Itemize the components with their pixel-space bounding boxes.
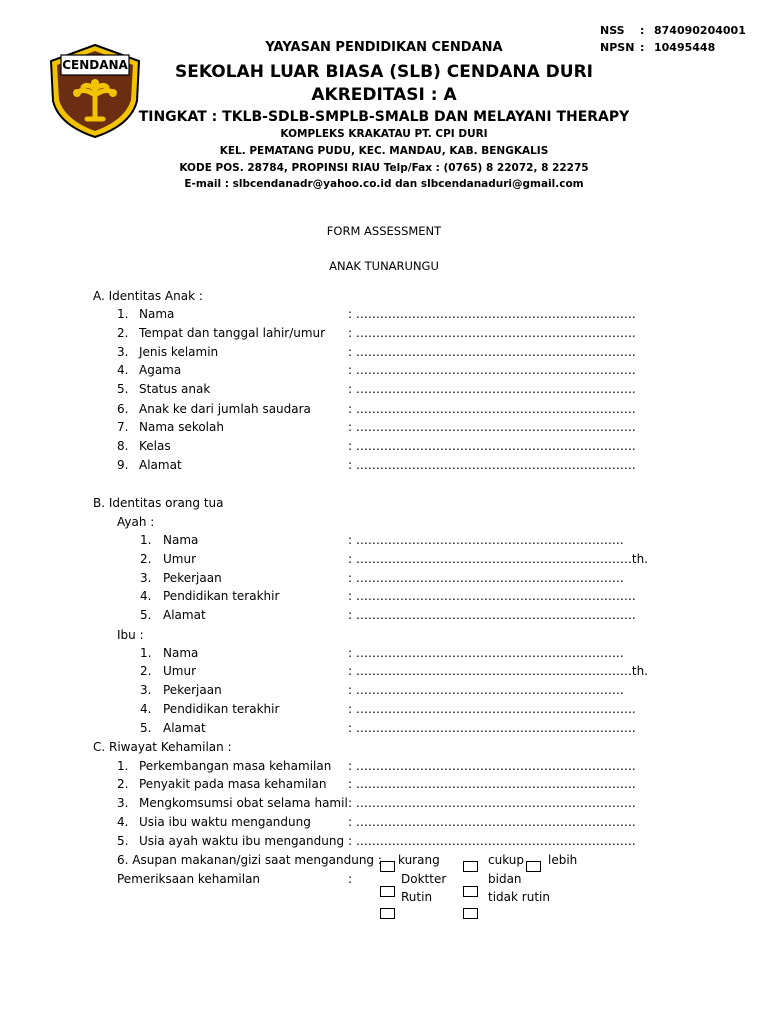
checkbox-dokter[interactable] — [380, 886, 395, 897]
identitas-anak-item-number: 1. — [117, 307, 129, 321]
identitas-anak-item-label: Tempat dan tanggal lahir/umur — [139, 326, 326, 340]
ibu-item-field[interactable]: : ……………………………………………………………th. — [348, 664, 648, 678]
ayah-item-field[interactable]: : …………………………………………………………. — [348, 533, 624, 547]
identitas-anak-item-label: Kelas — [139, 439, 171, 453]
nss-value: 874090204001 — [654, 24, 746, 37]
identitas-anak-item-field[interactable]: : ……………………………………………………………. — [348, 458, 636, 472]
ibu-item-label: Alamat — [163, 721, 206, 735]
section-b-heading: B. Identitas orang tua — [93, 496, 224, 510]
address-line-2: KEL. PEMATANG PUDU, KEC. MANDAU, KAB. BENGKALIS — [219, 145, 549, 157]
riwayat-kehamilan-item-field[interactable]: : ……………………………………………………………. — [348, 834, 636, 848]
riwayat-kehamilan-item-number: 5. — [117, 834, 129, 848]
option-kurang: kurang — [398, 853, 440, 867]
ayah-item-label: Alamat — [163, 608, 206, 622]
father-label: Ayah : — [117, 515, 155, 529]
riwayat-kehamilan-item-label: Mengkomsumsi obat selama hamil — [139, 796, 348, 810]
identitas-anak-item-number: 8. — [117, 439, 129, 453]
logo-text: CENDANA — [62, 58, 128, 72]
ayah-item-label: Nama — [163, 533, 199, 547]
ayah-item-field[interactable]: : ……………………………………………………………. — [348, 608, 636, 622]
identitas-anak-item-field[interactable]: : ……………………………………………………………. — [348, 420, 636, 434]
npsn-label: NPSN — [600, 41, 635, 54]
ibu-item-number: 1. — [140, 646, 152, 660]
school-levels: TINGKAT : TKLB-SDLB-SMPLB-SMALB DAN MELAYANI THERAPY — [138, 109, 630, 125]
ibu-item-label: Pekerjaan — [163, 683, 222, 697]
identitas-anak-item-label: Anak ke dari jumlah saudara — [139, 402, 311, 416]
identitas-anak-item-label: Agama — [139, 363, 182, 377]
riwayat-kehamilan-item-number: 4. — [117, 815, 129, 829]
identitas-anak-item-number: 3. — [117, 345, 129, 359]
npsn-colon: : — [640, 41, 645, 54]
option-tidak-rutin: tidak rutin — [488, 890, 550, 904]
ibu-item-label: Umur — [163, 664, 197, 678]
ibu-item-number: 4. — [140, 702, 152, 716]
ibu-item-field[interactable]: : …………………………………………………………. — [348, 646, 624, 660]
ayah-item-label: Pendidikan terakhir — [163, 589, 280, 603]
ibu-item-field[interactable]: : …………………………………………………………. — [348, 683, 624, 697]
ayah-item-field[interactable]: : ……………………………………………………………th. — [348, 552, 648, 566]
ibu-item-number: 2. — [140, 664, 152, 678]
identitas-anak-item-field[interactable]: : ……………………………………………………………. — [348, 402, 636, 416]
checkbox-tidak-rutin[interactable] — [463, 908, 478, 919]
ayah-item-label: Umur — [163, 552, 197, 566]
riwayat-kehamilan-item-label: Usia ibu waktu mengandung — [139, 815, 311, 829]
ibu-item-label: Nama — [163, 646, 199, 660]
ayah-item-label: Pekerjaan — [163, 571, 222, 585]
checkbox-bidan[interactable] — [463, 886, 478, 897]
identitas-anak-item-label: Nama — [139, 307, 175, 321]
riwayat-kehamilan-item-label: Perkembangan masa kehamilan — [139, 759, 332, 773]
ayah-item-field[interactable]: : ……………………………………………………………. — [348, 589, 636, 603]
riwayat-kehamilan-item-field[interactable]: : ……………………………………………………………. — [348, 815, 636, 829]
mother-label: Ibu : — [117, 628, 144, 642]
identitas-anak-item-number: 4. — [117, 363, 129, 377]
identitas-anak-item-field[interactable]: : ……………………………………………………………. — [348, 326, 636, 340]
identitas-anak-item-number: 9. — [117, 458, 129, 472]
identitas-anak-item-field[interactable]: : ……………………………………………………………. — [348, 307, 636, 321]
exam-label: Pemeriksaan kehamilan — [117, 872, 261, 886]
riwayat-kehamilan-item-field[interactable]: : ……………………………………………………………. — [348, 759, 636, 773]
address-line-1: KOMPLEKS KRAKATAU PT. CPI DURI — [280, 128, 488, 140]
option-rutin: Rutin — [401, 890, 433, 904]
identitas-anak-item-label: Jenis kelamin — [139, 345, 219, 359]
identitas-anak-item-label: Status anak — [139, 382, 211, 396]
form-title: FORM ASSESSMENT — [326, 224, 442, 238]
identitas-anak-item-field[interactable]: : ……………………………………………………………. — [348, 345, 636, 359]
identitas-anak-item-label: Alamat — [139, 458, 182, 472]
identitas-anak-item-number: 2. — [117, 326, 129, 340]
form-subject: ANAK TUNARUNGU — [329, 259, 439, 273]
riwayat-kehamilan-item-number: 3. — [117, 796, 129, 810]
ayah-item-number: 3. — [140, 571, 152, 585]
riwayat-kehamilan-item-label: Usia ayah waktu ibu mengandung — [139, 834, 345, 848]
foundation-name: YAYASAN PENDIDIKAN CENDANA — [265, 40, 503, 55]
ayah-item-number: 1. — [140, 533, 152, 547]
exam-colon: : — [348, 872, 353, 886]
identitas-anak-item-field[interactable]: : ……………………………………………………………. — [348, 439, 636, 453]
ibu-item-number: 3. — [140, 683, 152, 697]
ibu-item-field[interactable]: : ……………………………………………………………. — [348, 721, 636, 735]
checkbox-cukup[interactable] — [463, 861, 478, 872]
school-name: SEKOLAH LUAR BIASA (SLB) CENDANA DURI — [175, 62, 593, 82]
address-line-3: KODE POS. 28784, PROPINSI RIAU Telp/Fax : (0765) 8 22072, 8 22275 — [179, 162, 589, 174]
option-dokter: Doktter — [401, 872, 447, 886]
riwayat-kehamilan-item-field[interactable]: : ……………………………………………………………. — [348, 796, 636, 810]
riwayat-kehamilan-item-field[interactable]: : ……………………………………………………………. — [348, 777, 636, 791]
ayah-item-field[interactable]: : …………………………………………………………. — [348, 571, 624, 585]
option-cukup: cukup — [488, 853, 525, 867]
nss-colon: : — [640, 24, 645, 37]
identitas-anak-item-number: 6. — [117, 402, 129, 416]
ayah-item-number: 2. — [140, 552, 152, 566]
checkbox-lebih[interactable] — [526, 861, 541, 872]
section-a-heading: A. Identitas Anak : — [93, 289, 203, 303]
riwayat-kehamilan-item-number: 2. — [117, 777, 129, 791]
identitas-anak-item-field[interactable]: : ……………………………………………………………. — [348, 382, 636, 396]
email-line: E-mail : slbcendanadr@yahoo.co.id dan slbcendanaduri@gmail.com — [184, 178, 584, 190]
identitas-anak-item-field[interactable]: : ……………………………………………………………. — [348, 363, 636, 377]
checkbox-kurang[interactable] — [380, 861, 395, 872]
npsn-value: 10495448 — [654, 41, 716, 54]
ibu-item-number: 5. — [140, 721, 152, 735]
option-bidan: bidan — [488, 872, 522, 886]
ayah-item-number: 5. — [140, 608, 152, 622]
identitas-anak-item-label: Nama sekolah — [139, 420, 224, 434]
riwayat-kehamilan-item-number: 1. — [117, 759, 129, 773]
ayah-item-number: 4. — [140, 589, 152, 603]
identitas-anak-item-number: 5. — [117, 382, 129, 396]
accreditation: AKREDITASI : A — [311, 85, 457, 105]
nutrition-label: 6. Asupan makanan/gizi saat mengandung : — [117, 853, 382, 867]
checkbox-rutin[interactable] — [380, 908, 395, 919]
ibu-item-field[interactable]: : ……………………………………………………………. — [348, 702, 636, 716]
nss-label: NSS — [600, 24, 625, 37]
option-lebih: lebih — [548, 853, 578, 867]
ibu-item-label: Pendidikan terakhir — [163, 702, 280, 716]
riwayat-kehamilan-item-label: Penyakit pada masa kehamilan — [139, 777, 327, 791]
section-c-heading: C. Riwayat Kehamilan : — [93, 740, 232, 754]
identitas-anak-item-number: 7. — [117, 420, 129, 434]
